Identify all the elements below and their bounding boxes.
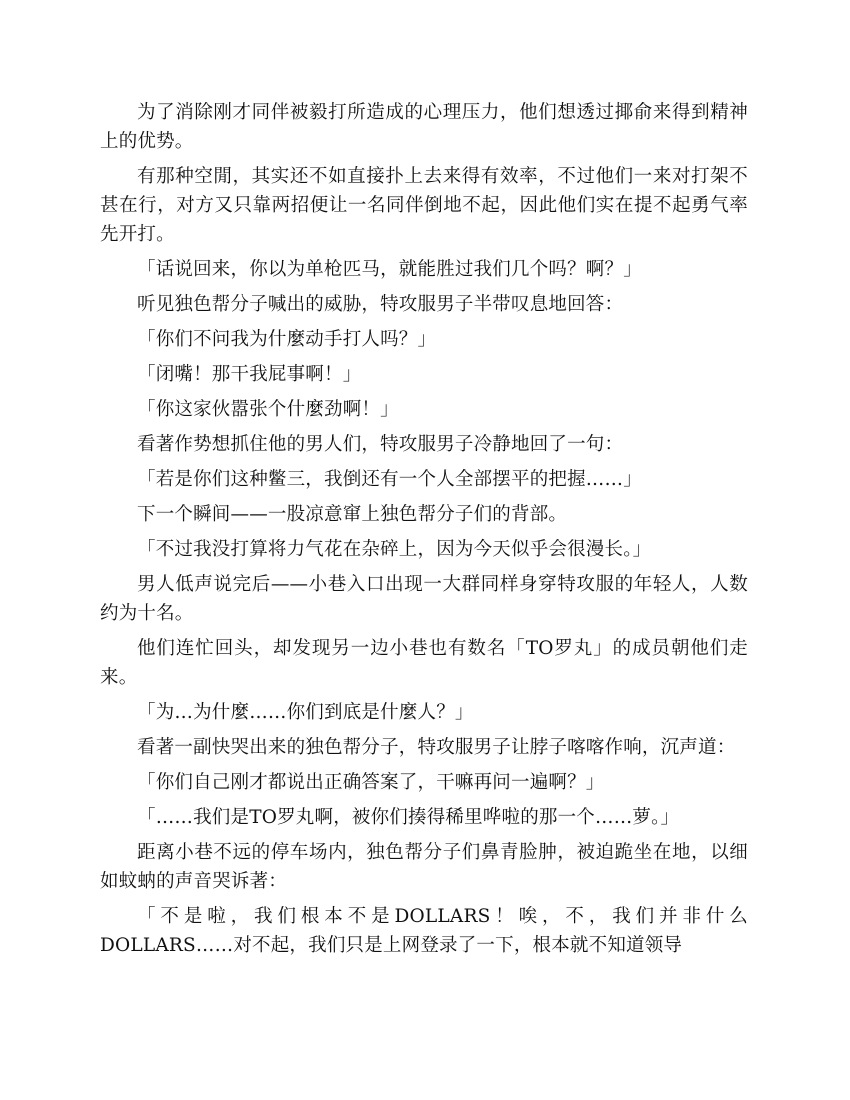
paragraph: 看著作势想抓住他的男人们，特攻服男子冷静地回了一句： (137, 434, 624, 455)
paragraph: 「你这家伙嚣张个什麼劲啊！」 (137, 399, 399, 420)
document-page (100, 98, 748, 966)
paragraph: 男人低声说完后——小巷入口出现一大群同样身穿特攻服的年轻人，人数约为十名。 (100, 574, 748, 624)
paragraph: 「闭嘴！那干我屁事啊！」 (137, 364, 362, 385)
paragraph: 「你们不问我为什麼动手打人吗？」 (137, 329, 437, 350)
paragraph: 为了消除刚才同伴被毅打所造成的心理压力，他们想透过揶俞来得到精神上的优势。 (100, 102, 748, 152)
paragraph: 「……我们是TO罗丸啊，被你们揍得稀里哗啦的那一个……萝。」 (137, 807, 680, 828)
paragraph: 有那种空閒，其实还不如直接扑上去来得有效率，不过他们一来对打架不甚在行，对方又只靠两招便让一名同伴倒地不起，因此他们实在提不起勇气率先开打。 (100, 166, 748, 245)
paragraph: 「不过我没打算将力气花在杂碎上，因为今天似乎会很漫长。」 (137, 539, 652, 560)
paragraph: 听见独色帮分子喊出的威胁，特攻服男子半带叹息地回答： (137, 294, 624, 315)
paragraph: 「不是啦，我们根本不是DOLLARS！唉，不，我们并非什么DOLLARS……对不起，我们只是上网登录了一下，根本就不知道领导 (100, 906, 748, 956)
paragraph: 「若是你们这种鳖三，我倒还有一个人全部摆平的把握……」 (137, 469, 642, 490)
paragraph: 「话说回来，你以为单枪匹马，就能胜过我们几个吗？啊？」 (137, 259, 642, 280)
paragraph: 他们连忙回头，却发现另一边小巷也有数名「TO罗丸」的成员朝他们走来。 (100, 638, 748, 688)
paragraph: 下一个瞬间——一股凉意窜上独色帮分子们的背部。 (137, 504, 568, 525)
paragraph: 距离小巷不远的停车场内，独色帮分子们鼻青脸肿，被迫跪坐在地，以细如蚊蚋的声音哭诉著： (100, 842, 748, 892)
paragraph: 「你们自己刚才都说出正确答案了，干嘛再问一遍啊？」 (137, 772, 605, 793)
paragraph: 「为…为什麼……你们到底是什麼人？」 (137, 702, 474, 723)
paragraph: 看著一副快哭出来的独色帮分子，特攻服男子让脖子喀喀作响，沉声道： (137, 737, 736, 758)
